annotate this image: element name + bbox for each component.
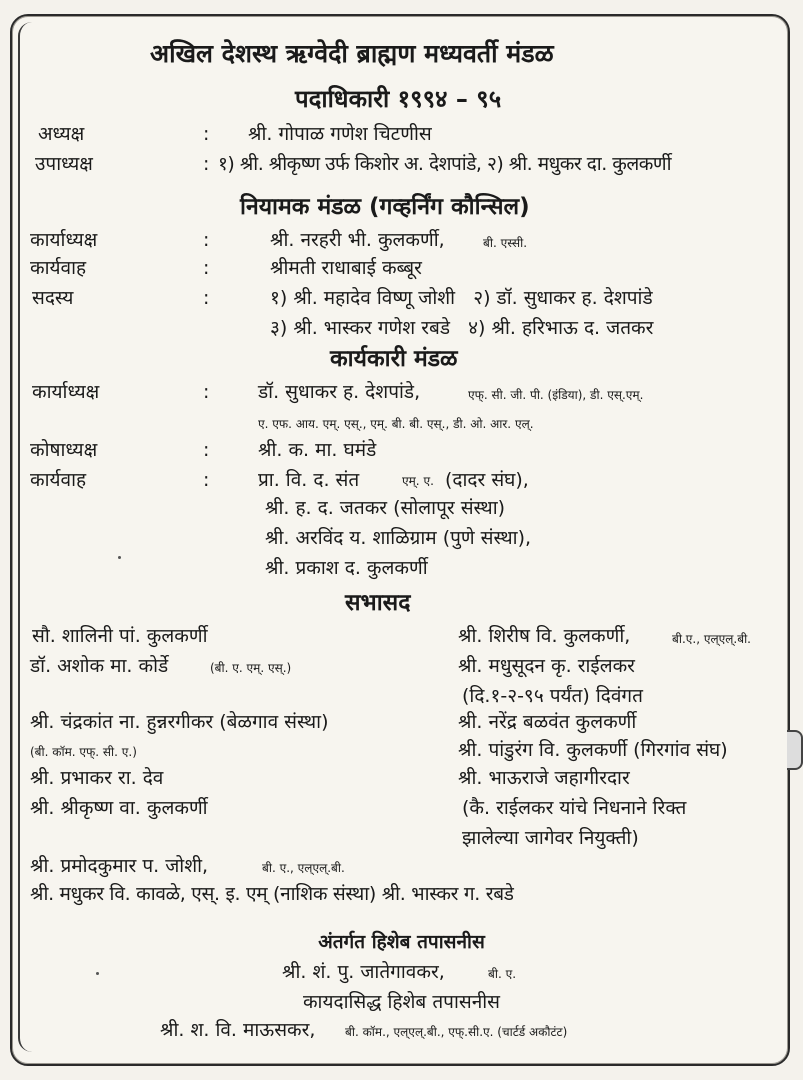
- member-right-5-note1: (कै. राईलकर यांचे निधनाने रिक्त: [462, 797, 687, 819]
- executive-secretary-4: श्री. प्रकाश द. कुलकर्णी: [265, 557, 428, 579]
- member-right-1: श्री. शिरीष वि. कुलकर्णी,: [458, 625, 631, 647]
- colon: :: [203, 381, 210, 403]
- internal-auditor-name: श्री. शं. पु. जातेगावकर,: [282, 961, 445, 983]
- chartered-auditor-heading-text: कायदासिद्ध हिशेब तपासनीस: [302, 991, 501, 1013]
- member-right-4: श्री. पांडुरंग वि. कुलकर्णी (गिरगांव संघ): [458, 739, 728, 761]
- executive-exec-label: कार्याध्यक्ष: [32, 381, 100, 403]
- member-right-1-degree: बी.ए., एल्एल्.बी.: [672, 632, 751, 646]
- member-right-5-note2: झालेल्या जागेवर नियुक्ती): [462, 827, 639, 849]
- council-secretary-label: कार्यवाह: [30, 257, 87, 279]
- treasurer-label: कोषाध्यक्ष: [30, 439, 98, 461]
- executive-secretary-label: कार्यवाह: [30, 469, 87, 491]
- members-heading: सभासद: [345, 590, 411, 616]
- executive-secretary-1-degree: एम्. ए.: [402, 474, 434, 488]
- executive-secretary-1-branch: (दादर संघ),: [445, 469, 529, 491]
- member-left-3: श्री. चंद्रकांत ना. हुन्नरगीकर (बेळगाव संस्था): [30, 711, 329, 733]
- member-bottom-1: श्री. प्रमोदकुमार प. जोशी,: [30, 855, 209, 877]
- member-left-5: श्री. श्रीकृष्ण वा. कुलकर्णी: [30, 797, 208, 819]
- member-right-3: श्री. नरेंद्र बळवंत कुलकर्णी: [458, 711, 637, 733]
- internal-auditor-heading: [0, 932, 803, 954]
- president-name: श्री. गोपाळ गणेश चिटणीस: [248, 123, 432, 145]
- council-members-line2: ३) श्री. भास्कर गणेश रबडे ४) श्री. हरिभाऊ द. जतकर: [270, 317, 654, 339]
- vice-president-names: १) श्री. श्रीकृष्ण उर्फ किशोर अ. देशपांडे, २) श्री. मधुकर दा. कुलकर्णी: [218, 153, 672, 175]
- member-left-4: श्री. प्रभाकर रा. देव: [30, 767, 164, 789]
- executive-exec-degree1: एफ्. सी. जी. पी. (इंडिया), डी. एस्.एम्.: [468, 388, 644, 402]
- executive-exec-name: डॉ. सुधाकर ह. देशपांडे,: [258, 381, 421, 403]
- colon: :: [203, 287, 210, 309]
- vice-president-label: उपाध्यक्ष: [35, 153, 93, 175]
- executive-exec-degree2: ए. एफ. आय. एम्. एस्., एम्. बी. बी. एस्., डी. ओ. आर. एल्.: [258, 417, 534, 431]
- council-members-label: सदस्य: [32, 287, 74, 309]
- member-right-5: श्री. भाऊराजे जहागीरदार: [458, 767, 630, 789]
- executive-secretary-3: श्री. अरविंद य. शाळिग्राम (पुणे संस्था),: [265, 527, 532, 549]
- member-left-3-degree: (बी. कॉम. एफ्. सी. ए.): [30, 745, 137, 759]
- member-right-2-note: (दि.१-२-९५ पर्यंत) दिवंगत: [462, 685, 643, 707]
- member-left-2-degree: (बी. ए. एम्. एस्.): [210, 661, 292, 675]
- council-exec-degree: बी. एस्सी.: [483, 236, 528, 250]
- speck: [118, 556, 121, 559]
- president-label: अध्यक्ष: [38, 123, 85, 145]
- speck: [96, 972, 99, 975]
- member-bottom-2: श्री. मधुकर वि. कावळे, एस्. इ. एम् (नाशिक संस्था) श्री. भास्कर ग. रबडे: [30, 883, 514, 905]
- chartered-auditor-heading: [0, 992, 803, 1014]
- treasurer-name: श्री. क. मा. घमंडे: [258, 439, 377, 461]
- council-exec-label: कार्याध्यक्ष: [30, 229, 98, 251]
- member-left-1: सौ. शालिनी पां. कुलकर्णी: [32, 625, 208, 647]
- executive-secretary-2: श्री. ह. द. जतकर (सोलापूर संस्था): [265, 497, 506, 519]
- internal-auditor-degree: बी. ए.: [488, 967, 517, 981]
- council-exec-name: श्री. नरहरी भी. कुलकर्णी,: [270, 229, 445, 251]
- council-members-line1: १) श्री. महादेव विष्णू जोशी २) डॉ. सुधाकर ह. देशपांडे: [270, 287, 653, 309]
- colon: :: [203, 439, 210, 461]
- council-heading: नियामक मंडळ (गव्हर्निंग कौन्सिल): [240, 194, 530, 220]
- executive-secretary-1: प्रा. वि. द. संत: [258, 469, 360, 491]
- member-right-2: श्री. मधुसूदन कृ. राईलकर: [458, 655, 635, 677]
- colon: :: [203, 153, 210, 175]
- member-left-2: डॉ. अशोक मा. कोर्डे: [30, 655, 169, 677]
- internal-auditor-heading-text: अंतर्गत हिशेब तपासनीस: [318, 931, 485, 953]
- colon: :: [203, 229, 210, 251]
- council-secretary-name: श्रीमती राधाबाई कब्बूर: [270, 257, 422, 279]
- document-title: अखिल देशस्थ ऋग्वेदी ब्राह्मण मध्यवर्ती मंडळ: [150, 39, 554, 68]
- chartered-auditor-degree: बी. कॉम., एल्एल्.बी., एफ्.सी.ए. (चार्टर्ड अकौटंट): [345, 1025, 568, 1039]
- colon: :: [203, 257, 210, 279]
- officers-heading: पदाधिकारी १९९४ – ९५: [295, 85, 502, 113]
- executive-heading: कार्यकारी मंडळ: [330, 346, 458, 372]
- colon: :: [203, 469, 210, 491]
- colon: :: [203, 123, 210, 145]
- chartered-auditor-name: श्री. श. वि. माऊसकर,: [160, 1019, 316, 1041]
- member-bottom-1-degree: बी. ए., एल्एल्.बी.: [262, 861, 345, 875]
- binder-tab: [787, 730, 803, 770]
